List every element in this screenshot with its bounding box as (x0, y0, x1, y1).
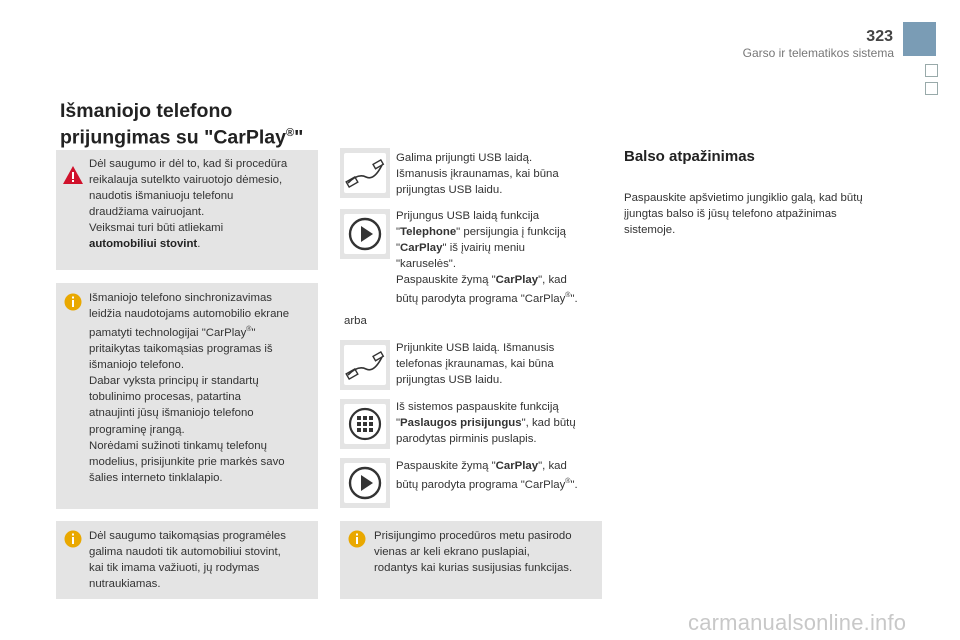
step-2-text: Prijungus USB laidą funkcija "Telephone" persijungia į funkciją "CarPlay" iš įvairių meniu "karuselės". Paspauskite žymą "CarPlay", kad būtų parodyta programa "CarPlay®". (396, 210, 578, 306)
square-marker-1 (925, 64, 938, 77)
watermark: carmanualsonline.info (688, 610, 907, 635)
play-icon (344, 214, 386, 254)
voice-text: Paspauskite apšvietimo jungiklio galą, kad būtų įjungtas balso iš jūsų telefono atpažinimas sistemoje. (624, 192, 863, 237)
play-icon (344, 463, 386, 503)
step-1-text: Galima prijungti USB laidą. Išmanusis įkraunamas, kai būna prijungtas USB laidu. (396, 152, 559, 197)
info-text-safety: Dėl saugumo taikomąsias programėles galima naudoti tik automobiliui stovint, kai tik imama važiuoti, jų rodymas nutraukiamas. (89, 530, 286, 591)
title-line-2: prijungimas su "CarPlay®" (60, 126, 304, 149)
or-label: arba (344, 315, 367, 327)
warning-icon (62, 165, 84, 185)
page-number: 323 (866, 28, 893, 45)
usb-cable-icon (344, 345, 386, 385)
step-3-text: Prijunkite USB laidą. Išmanusis telefonas įkraunamas, kai būna prijungtas USB laidu. (396, 342, 555, 387)
info-icon (64, 530, 82, 548)
page-title (60, 100, 303, 149)
step-4-text: Iš sistemos paspauskite funkciją "Paslaugos prisijungus", kad būtų parodytas pirminis puslapis. (396, 401, 576, 446)
connected-services-icon (344, 404, 386, 444)
square-marker-2 (925, 82, 938, 95)
usb-cable-icon (344, 153, 386, 193)
section-title: Garso ir telematikos sistema (742, 46, 894, 60)
info-icon (348, 530, 366, 548)
info-text-procedure: Prisijungimo procedūros metu pasirodo vienas ar keli ekrano puslapiai, rodantys kai kurias susijusias funkcijas. (374, 530, 573, 575)
info-text-sync: Išmaniojo telefono sinchronizavimas leidžia naudotojams automobilio ekrane pamatyti technologijai "CarPlay®" pritaikytas taikomąsias programas iš išmaniojo telefono. Dabar vyksta principų ir standartų tobulinimo procesas, patartina atnaujinti jūsų išmaniojo telefono programinę įrangą. Norėdami sužinoti tinkamų telefonų modelius, prisijunkite prie markės savo šalies interneto tinklalapio. (89, 292, 290, 484)
chapter-tab (903, 22, 936, 56)
info-icon (64, 293, 82, 311)
voice-heading: Balso atpažinimas (624, 148, 755, 165)
step-5-text: Paspauskite žymą "CarPlay", kad būtų parodyta programa "CarPlay®". (396, 460, 578, 491)
title-line-1: Išmaniojo telefono (60, 100, 233, 122)
warning-text: Dėl saugumo ir dėl to, kad ši procedūra reikalauja sutelkto vairuotojo dėmesio, naudotis išmaniuoju telefonu draudžiama vairuojant. Veiksmai turi būti atliekami automobiliui stovint. (89, 158, 288, 251)
